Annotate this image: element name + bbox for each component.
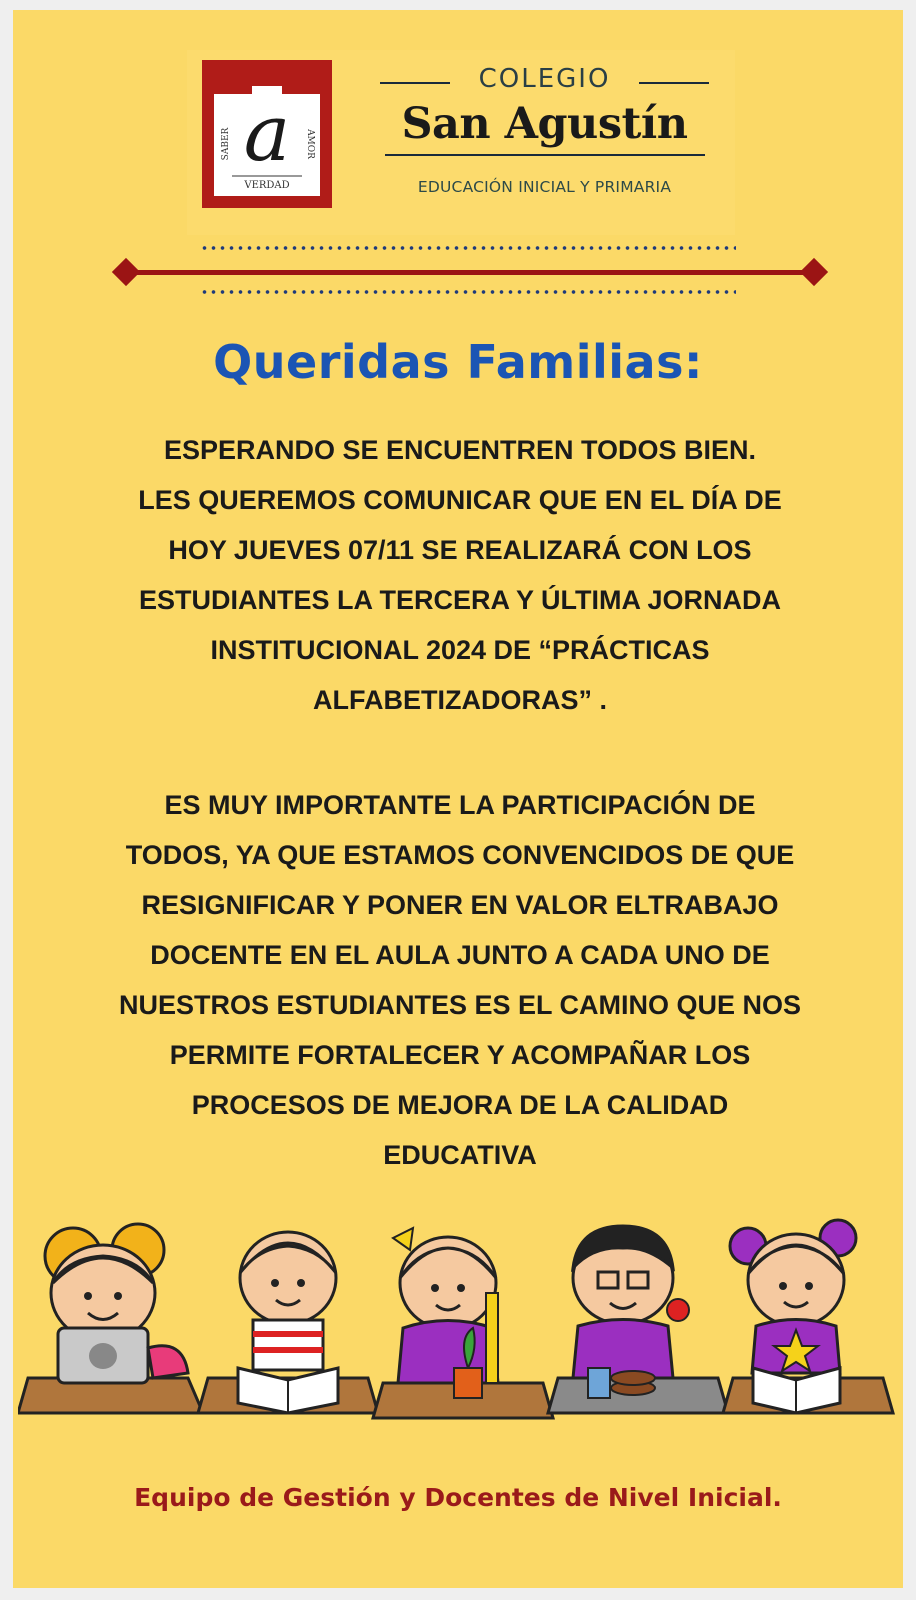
paragraph-line: ESTUDIANTES LA TERCERA Y ÚLTIMA JORNADA <box>138 585 782 615</box>
brand-underline <box>385 154 705 156</box>
dotted-divider-bottom <box>200 290 736 294</box>
greeting-heading: Queridas Familias: <box>213 335 703 389</box>
paragraph-line: HOY JUEVES 07/11 SE REALIZARÁ CON LOS <box>168 535 752 565</box>
child-lunch-icon <box>548 1226 728 1413</box>
child-laptop-icon <box>18 1224 203 1413</box>
brand-level: EDUCACIÓN INICIAL Y PRIMARIA <box>417 178 672 196</box>
students-illustration <box>18 1208 898 1448</box>
crest-word-bottom: VERDAD <box>244 180 290 191</box>
school-crest-icon <box>202 60 332 208</box>
red-divider <box>124 270 814 275</box>
dotted-divider-top <box>200 246 736 250</box>
paragraph-line: RESIGNIFICAR Y PONER EN VALOR ELTRABAJO <box>141 890 779 920</box>
paragraph-line: ESPERANDO SE ENCUENTREN TODOS BIEN. <box>163 435 757 465</box>
paragraph-line: ES MUY IMPORTANTE LA PARTICIPACIÓN DE <box>164 790 756 820</box>
paragraph-line: NUESTROS ESTUDIANTES ES EL CAMINO QUE NOS <box>118 990 802 1020</box>
announcement-paragraph <box>50 425 870 725</box>
paragraph-line: INSTITUCIONAL 2024 DE “PRÁCTICAS <box>210 635 710 665</box>
crest-letter: a <box>243 89 291 179</box>
paragraph-line: LES QUEREMOS COMUNICAR QUE EN EL DÍA DE <box>138 485 782 515</box>
child-reading-icon <box>198 1232 378 1413</box>
paragraph-line: DOCENTE EN EL AULA JUNTO A CADA UNO DE <box>150 940 770 970</box>
paragraph-line: EDUCATIVA <box>383 1140 537 1170</box>
crest-word-left: SABER <box>221 127 231 161</box>
paragraph-line: ALFABETIZADORAS” . <box>313 685 607 715</box>
paragraph-line: PROCESOS DE MEJORA DE LA CALIDAD <box>191 1090 729 1120</box>
child-plant-icon <box>373 1228 553 1418</box>
crest-word-right: AMOR <box>305 129 315 159</box>
brand-name: San Agustín <box>401 99 688 149</box>
paragraph-line: PERMITE FORTALECER Y ACOMPAÑAR LOS <box>169 1040 751 1070</box>
child-star-icon <box>723 1220 893 1413</box>
signature-line: Equipo de Gestión y Docentes de Nivel Inicial. <box>134 1483 782 1512</box>
brand-colegio: COLEGIO <box>478 64 611 94</box>
importance-paragraph <box>50 780 870 1180</box>
school-brand <box>372 62 717 196</box>
paragraph-line: TODOS, YA QUE ESTAMOS CONVENCIDOS DE QUE <box>125 840 795 870</box>
